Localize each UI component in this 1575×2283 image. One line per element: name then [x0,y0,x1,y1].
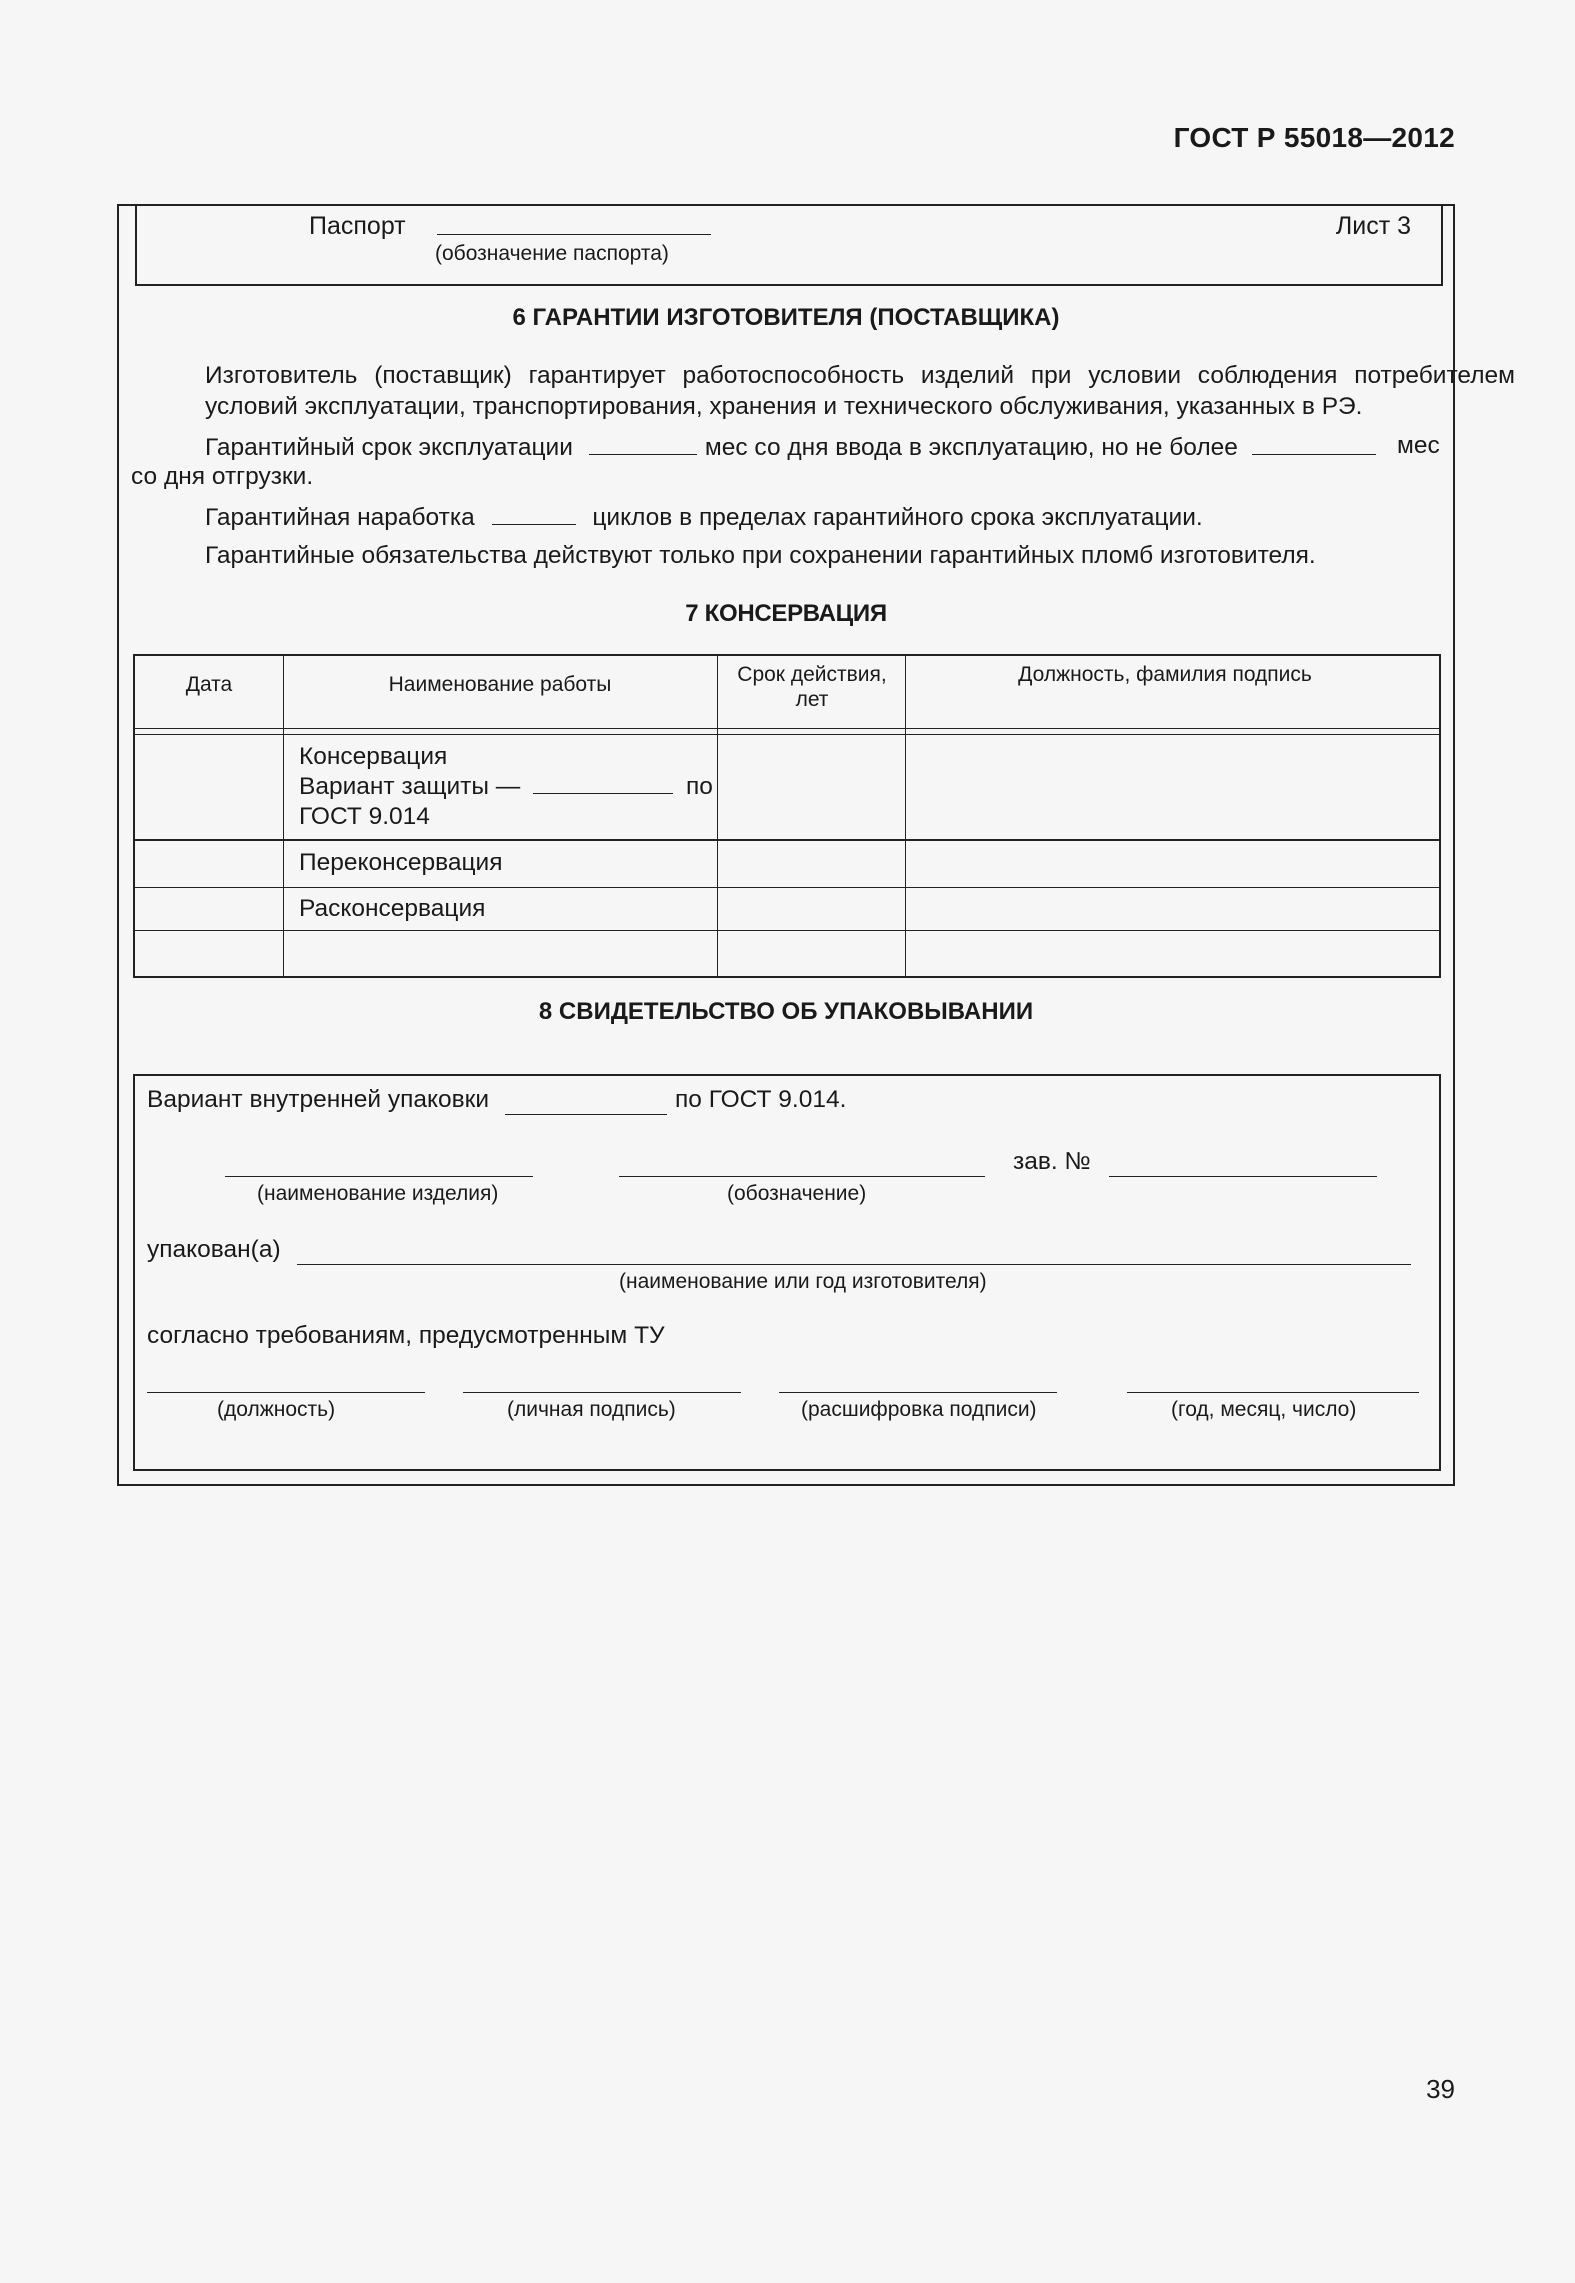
packed-by-caption: (наименование или год изготовителя) [619,1270,987,1293]
column-header-date: Дата [185,673,233,696]
packing-variant-label: Вариант внутренней упаковки [147,1086,490,1113]
column-header-work: Наименование работы [388,673,612,696]
position-field[interactable] [147,1392,425,1393]
page-number: 39 [1426,2074,1455,2104]
protection-variant-by: по [685,773,713,800]
warranty-paragraph-1: Изготовитель (поставщик) гарантирует работоспособность изделий при условии соблюдения потребителем условий эксплуатации, транспортирования, хранения и технического обслуживания, указанных в РЭ. [205,362,1515,420]
column-header-position: Должность, фамилия подпись [1018,663,1312,686]
packed-by-field[interactable] [297,1264,1411,1265]
row-deconservation: Расконсервация [299,895,486,922]
item-name-caption: (наименование изделия) [257,1182,499,1205]
signature-caption: (личная подпись) [507,1398,676,1421]
warranty-paragraph-4: Гарантийные обязательства действуют только при сохранении гарантийных пломб изготовителя. [205,542,1316,569]
according-requirements-text: согласно требованиям, предусмотренным ТУ [147,1322,665,1349]
packing-variant-field[interactable] [505,1114,667,1115]
date-caption: (год, месяц, число) [1171,1398,1357,1421]
signature-field[interactable] [463,1392,741,1393]
row-conservation-variant [299,772,713,802]
date-field[interactable] [1127,1392,1419,1393]
position-caption: (должность) [217,1398,336,1421]
sheet-number: Лист 3 [1335,212,1411,240]
warranty-cycles-field[interactable] [492,504,576,525]
warranty-paragraph-2 [131,432,1441,463]
warranty-shipment-text: со дня отгрузки. [131,463,314,490]
serial-number-field[interactable] [1109,1176,1377,1177]
passport-designation-caption: (обозначение паспорта) [435,242,669,265]
conservation-table [133,654,1441,978]
warranty-shipment-field[interactable] [1252,434,1376,455]
signature-decoding-field[interactable] [779,1392,1057,1393]
passport-sheet-frame [117,204,1515,1486]
designation-caption: (обозначение) [727,1182,867,1205]
warranty-period-field[interactable] [589,434,697,455]
passport-designation-field[interactable] [437,234,711,235]
document-code: ГОСТ Р 55018—2012 [1173,122,1455,153]
packed-by-label: упакован(а) [147,1236,281,1263]
warranty-cycles-text: циклов в пределах гарантийного срока эксплуатации. [592,504,1203,531]
item-name-field[interactable] [225,1176,533,1177]
section-7-title: 7 КОНСЕРВАЦИЯ [685,600,887,627]
signature-decoding-caption: (расшифровка подписи) [801,1398,1037,1421]
warranty-period-text: мес со дня ввода в эксплуатацию, но не более [704,434,1238,461]
row-conservation-standard: ГОСТ 9.014 [299,803,430,830]
warranty-operation-label: Гарантийная наработка [205,504,475,531]
packing-certificate-box [133,1074,1441,1471]
row-conservation-title: Консервация [299,743,448,770]
section-6-title: 6 ГАРАНТИИ ИЗГОТОВИТЕЛЯ (ПОСТАВЩИКА) [512,304,1060,331]
warranty-months-label: мес [1397,432,1440,459]
protection-variant-field[interactable] [533,773,673,794]
passport-header-box [135,204,1443,286]
warranty-paragraph-3 [131,502,1441,533]
row-reconservation: Переконсервация [299,849,503,876]
section-8-title: 8 СВИДЕТЕЛЬСТВО ОБ УПАКОВЫВАНИИ [538,998,1034,1025]
passport-label: Паспорт [309,212,406,240]
warranty-period-label: Гарантийный срок эксплуатации [205,434,573,461]
designation-field[interactable] [619,1176,985,1177]
column-header-validity: Срок действия, лет [737,663,887,711]
packing-variant-standard: по ГОСТ 9.014. [675,1086,847,1113]
serial-number-label: зав. № [1013,1148,1091,1175]
protection-variant-label: Вариант защиты — [299,773,521,800]
